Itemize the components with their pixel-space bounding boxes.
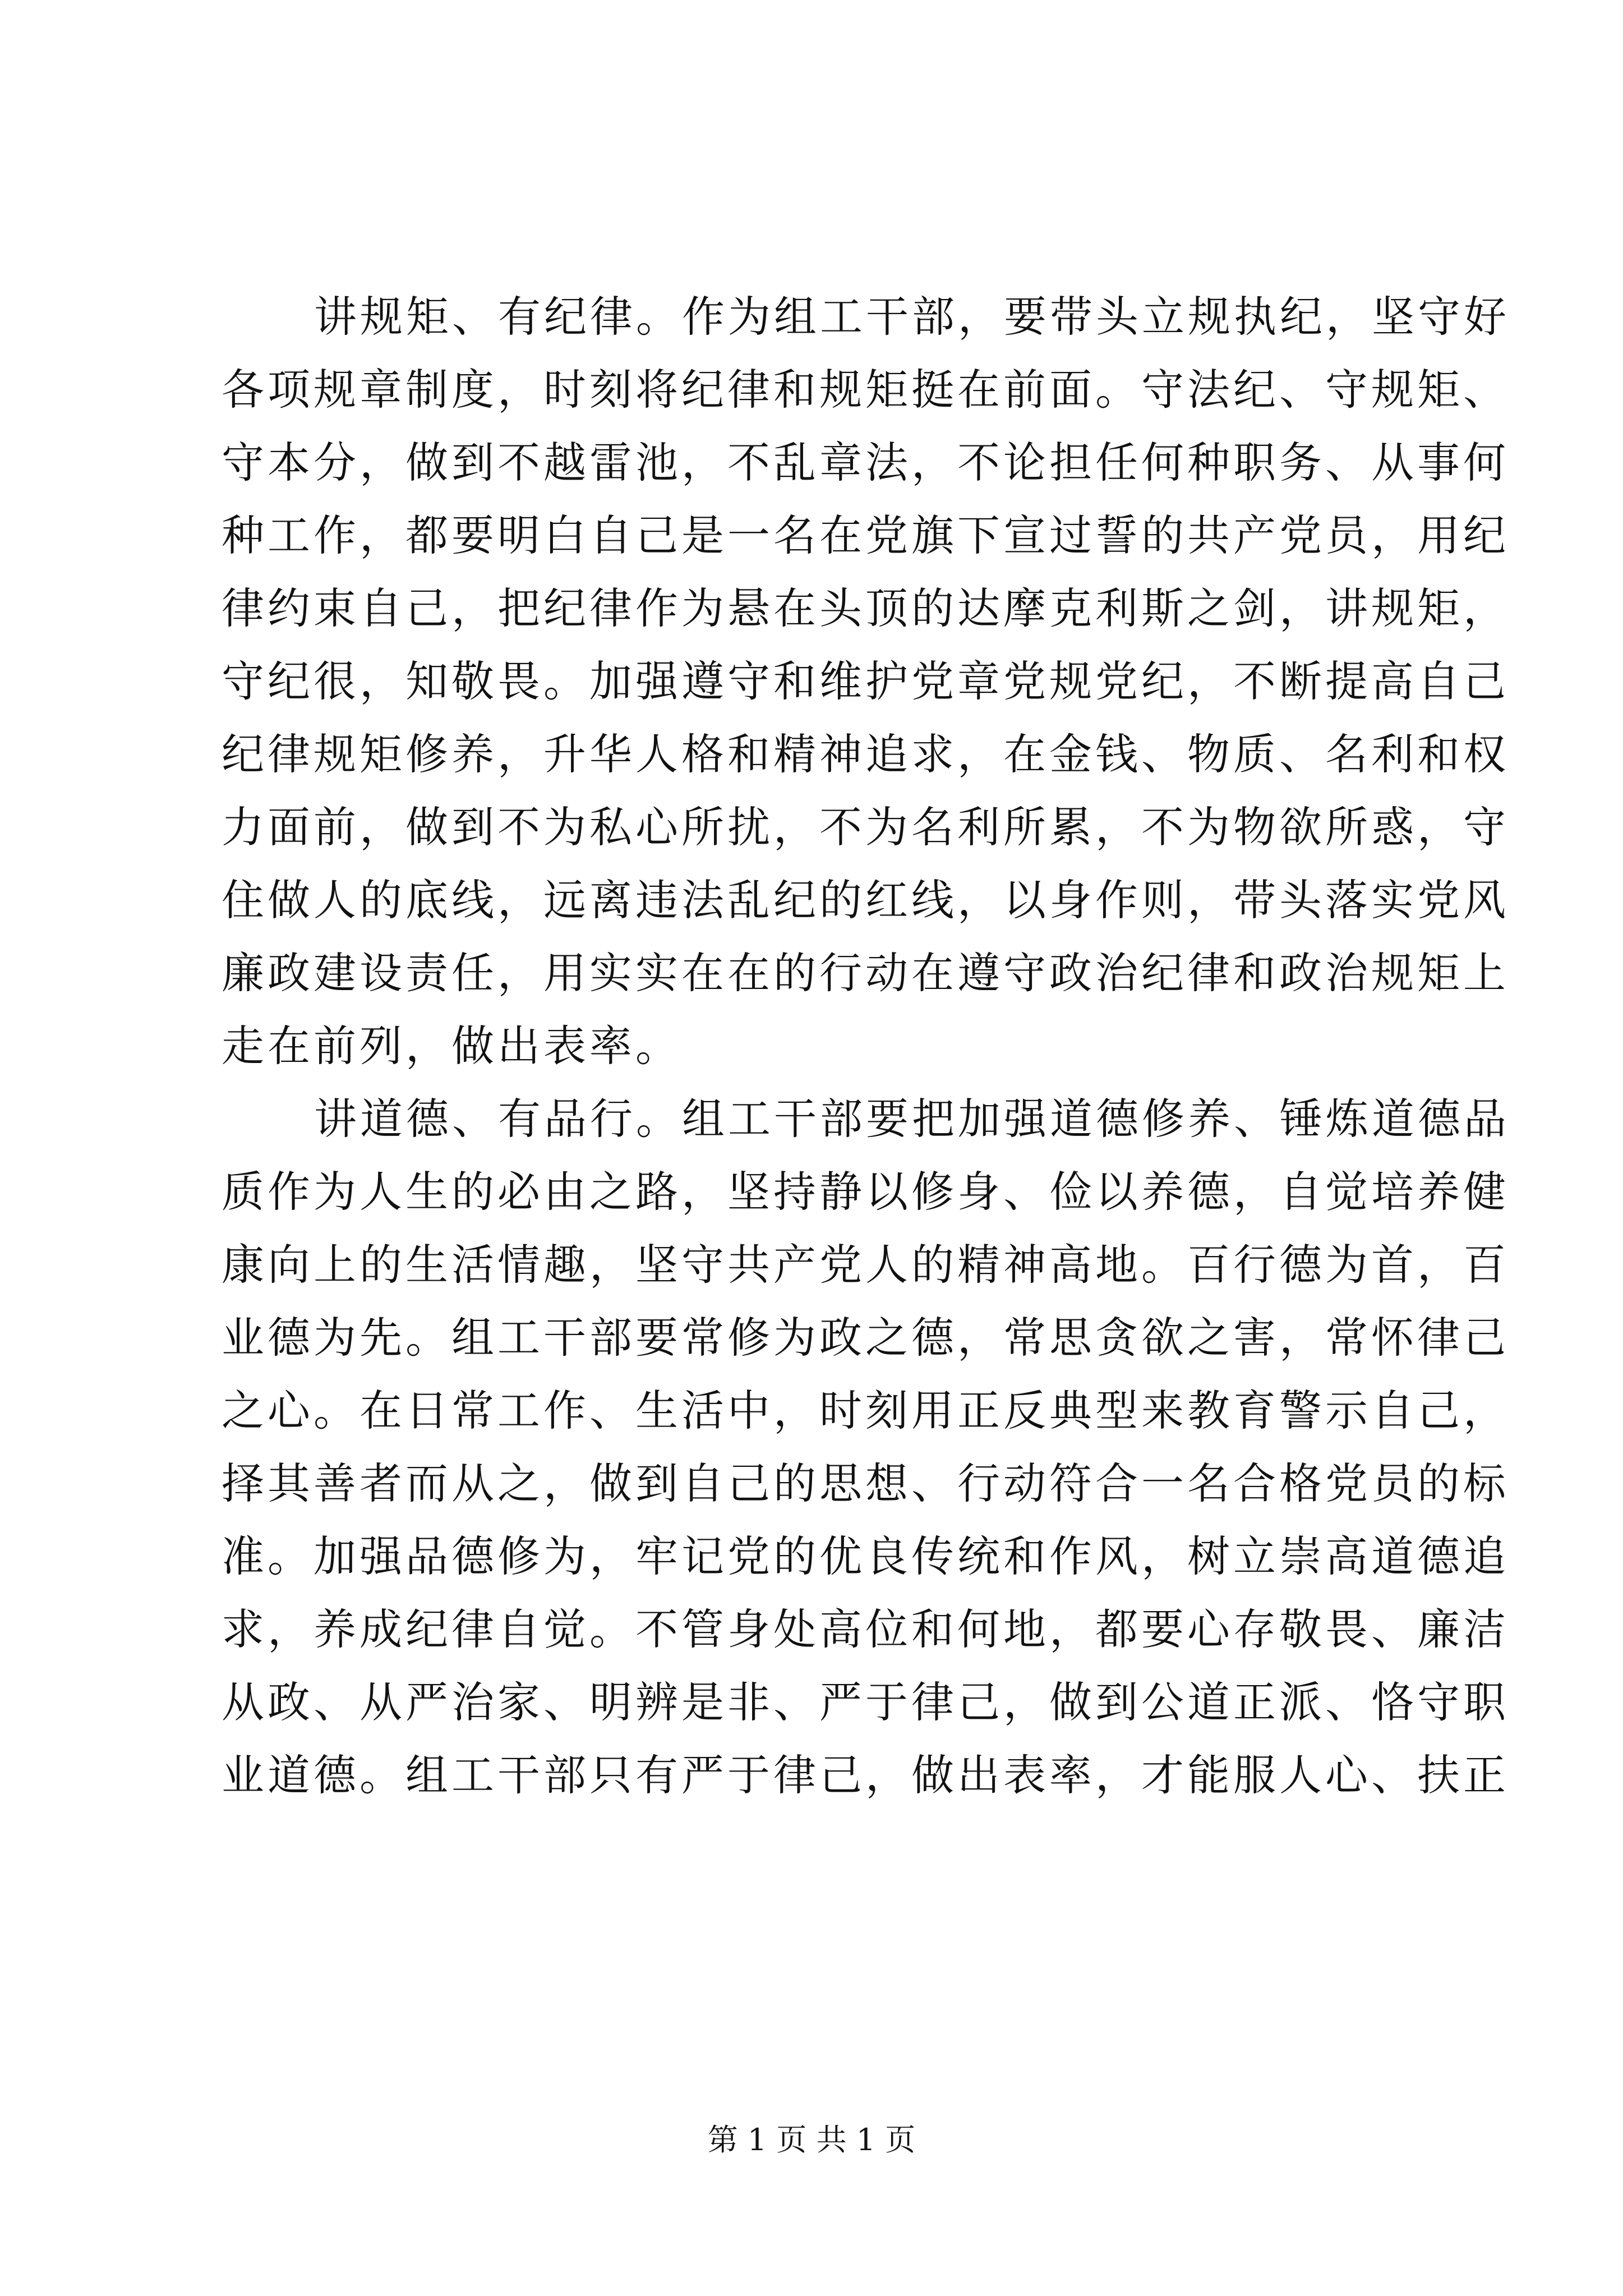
paragraph-1-line-10: 廉政建设责任，用实实在在的行动在遵守政治纪律和政治规矩上 — [222, 948, 1509, 998]
paragraph-2-line-7: 准。加强品德修为，牢记党的优良传统和作风，树立崇高道德追 — [222, 1531, 1509, 1581]
paragraph-2-line-4: 业德为先。组工干部要常修为政之德，常思贪欲之害，常怀律己 — [222, 1313, 1509, 1363]
paragraph-1-line-5: 律约束自己，把纪律作为悬在头顶的达摩克利斯之剑，讲规矩， — [222, 583, 1509, 633]
paragraph-1-line-2: 各项规章制度，时刻将纪律和规矩挺在前面。守法纪、守规矩、 — [222, 365, 1509, 415]
paragraph-2-line-3: 康向上的生活情趣，坚守共产党人的精神高地。百行德为首，百 — [222, 1240, 1509, 1290]
paragraph-1-line-7: 纪律规矩修养，升华人格和精神追求，在金钱、物质、名利和权 — [222, 729, 1509, 779]
paragraph-2-line-5: 之心。在日常工作、生活中，时刻用正反典型来教育警示自己， — [222, 1386, 1509, 1435]
paragraph-1-line-9: 住做人的底线，远离违法乱纪的红线，以身作则，带头落实党风 — [222, 875, 1509, 925]
paragraph-2-line-8: 求，养成纪律自觉。不管身处高位和何地，都要心存敬畏、廉洁 — [222, 1604, 1509, 1654]
page-footer: 第 1 页 共 1 页 — [707, 2122, 916, 2157]
paragraph-2-line-10: 业道德。组工干部只有严于律己，做出表率，才能服人心、扶正 — [222, 1750, 1509, 1800]
paragraph-2-line-1: 讲道德、有品行。组工干部要把加强道德修养、锤炼道德品 — [314, 1094, 1510, 1144]
paragraph-2-line-2: 质作为人生的必由之路，坚持静以修身、俭以养德，自觉培养健 — [222, 1167, 1509, 1217]
paragraph-2-line-6: 择其善者而从之，做到自己的思想、行动符合一名合格党员的标 — [222, 1458, 1509, 1508]
paragraph-1-line-11: 走在前列，做出表率。 — [222, 1021, 681, 1071]
paragraph-1-line-8: 力面前，做到不为私心所扰，不为名利所累，不为物欲所惑，守 — [222, 802, 1509, 852]
paragraph-1-line-1: 讲规矩、有纪律。作为组工干部，要带头立规执纪，坚守好 — [314, 292, 1510, 342]
paragraph-2-line-9: 从政、从严治家、明辨是非、严于律己，做到公道正派、恪守职 — [222, 1677, 1509, 1727]
paragraph-1-line-3: 守本分，做到不越雷池，不乱章法，不论担任何种职务、从事何 — [222, 438, 1509, 487]
paragraph-1-line-4: 种工作，都要明白自己是一名在党旗下宣过誓的共产党员，用纪 — [222, 510, 1509, 560]
paragraph-1-line-6: 守纪很，知敬畏。加强遵守和维护党章党规党纪，不断提高自己 — [222, 656, 1509, 706]
